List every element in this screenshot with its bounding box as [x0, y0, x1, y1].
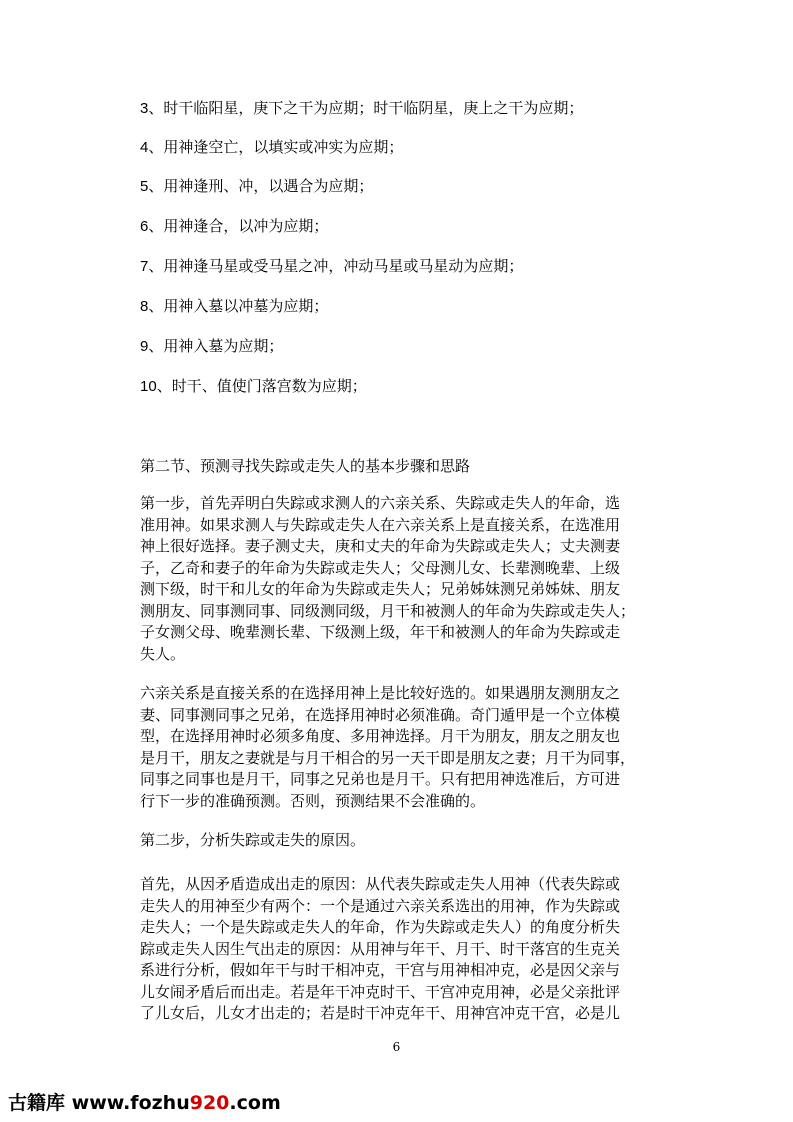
url-prefix: www.fozhu [71, 1092, 190, 1114]
list-text: 、用神逢马星或受马星之冲，冲动马星或马星动为应期； [148, 257, 524, 275]
text-line: 走失人；一个是失踪或走失人的年命，作为失踪或走失人）的角度分析失 [140, 918, 621, 936]
text-line: 踪或走失人因生气出走的原因：从用神与年干、月干、时干落宫的生克关 [140, 939, 621, 958]
text-line: 失人。 [140, 644, 186, 663]
paragraph-step-two [140, 830, 660, 852]
list-number: 7 [140, 258, 149, 275]
text-line: 是月干，朋友之妻就是与月干相合的另一天干即是朋友之妻；月干为同事， [140, 748, 636, 767]
text-line: 第一步，首先弄明白失踪或求测人的六亲关系、失踪或走失人的年命，选 [140, 494, 621, 512]
list-item-10 [140, 375, 660, 398]
list-number: 8 [140, 298, 149, 315]
text-line: 测下级，时干和儿女的年命为失踪或走失人；兄弟姊妹测兄弟姊妹、朋友 [140, 580, 621, 598]
list-text: 、时干、值使门落宫数为应期； [156, 377, 367, 395]
page-number: 6 [392, 1040, 401, 1054]
list-text: 、用神入墓为应期； [148, 337, 284, 355]
list-item-8 [140, 295, 660, 318]
section-heading: 第二节、预测寻找失踪或走失人的基本步骤和思路 [140, 457, 471, 475]
list-item-4 [140, 136, 660, 159]
url-suffix: .com [229, 1092, 281, 1114]
text-line: 子女测父母、晚辈测长辈、下级测上级，年干和被测人的年命为失踪或走 [140, 623, 621, 641]
paragraph-relations [140, 683, 660, 812]
text-line: 同事之同事也是月干，同事之兄弟也是月干。只有把用神选准后，方可进 [140, 770, 621, 788]
list-text: 、用神逢空亡，以填实或冲实为应期； [148, 138, 404, 156]
list-number: 5 [140, 178, 149, 195]
text-line: 第二步，分析失踪或走失的原因。 [140, 831, 366, 849]
list-number: 6 [140, 218, 149, 235]
list-text: 、用神逢合，以冲为应期； [148, 217, 329, 235]
site-name: 古籍库 [8, 1092, 66, 1114]
text-line: 六亲关系是直接关系的在选择用神上是比较好选的。如果遇朋友测朋友之 [140, 684, 621, 702]
list-text: 、用神逢刑、冲，以遇合为应期； [148, 177, 374, 195]
watermark-footer [8, 1088, 281, 1115]
list-number: 10 [140, 378, 157, 395]
list-text: 、时干临阳星，庚下之干为应期；时干临阴星，庚上之干为应期； [148, 99, 584, 117]
text-line: 型，在选择用神时必须多角度、多用神选择。月干为朋友，朋友之朋友也 [140, 727, 621, 745]
text-line: 准用神。如果求测人与失踪或走失人在六亲关系上是直接关系，在选准用 [140, 515, 621, 534]
text-line: 神上很好选择。妻子测丈夫，庚和丈夫的年命为失踪或走失人；丈夫测妻 [140, 537, 621, 555]
list-item-5 [140, 175, 660, 198]
site-url[interactable] [72, 1092, 281, 1114]
list-number: 9 [140, 338, 149, 355]
text-line: 系进行分析，假如年干与时干相冲克，干宫与用神相冲克，必是因父亲与 [140, 961, 621, 979]
url-digits: 920 [189, 1092, 230, 1114]
list-item-9 [140, 335, 660, 358]
text-line: 首先，从因矛盾造成出走的原因：从代表失踪或走失人用神（代表失踪或 [140, 875, 621, 893]
list-text: 、用神入墓以冲墓为应期； [148, 297, 329, 315]
text-line: 走失人的用神至少有两个：一个是通过六亲关系选出的用神，作为失踪或 [140, 896, 621, 915]
list-item-3 [140, 97, 660, 120]
text-line: 测朋友、同事测同事、同级测同级，月干和被测人的年命为失踪或走失人； [140, 601, 636, 620]
list-number: 4 [140, 139, 149, 156]
text-line: 了儿女后，儿女才出走的；若是时干冲克年干、用神宫冲克干宫，必是儿 [140, 1004, 621, 1022]
list-item-6 [140, 215, 660, 238]
list-item-7 [140, 255, 660, 278]
paragraph-causes [140, 874, 660, 1025]
text-line: 妻、同事测同事之兄弟，在选择用神时必须准确。奇门遁甲是一个立体模 [140, 705, 621, 724]
list-number: 3 [140, 100, 149, 117]
text-line: 子，乙奇和妻子的年命为失踪或走失人；父母测儿女、长辈测晚辈、上级 [140, 558, 621, 577]
text-line: 行下一步的准确预测。否则，预测结果不会准确的。 [140, 791, 486, 810]
paragraph-step-one [140, 493, 660, 665]
text-line: 儿女闹矛盾后而出走。若是年干冲克时干、干宫冲克用神，必是父亲批评 [140, 982, 621, 1001]
